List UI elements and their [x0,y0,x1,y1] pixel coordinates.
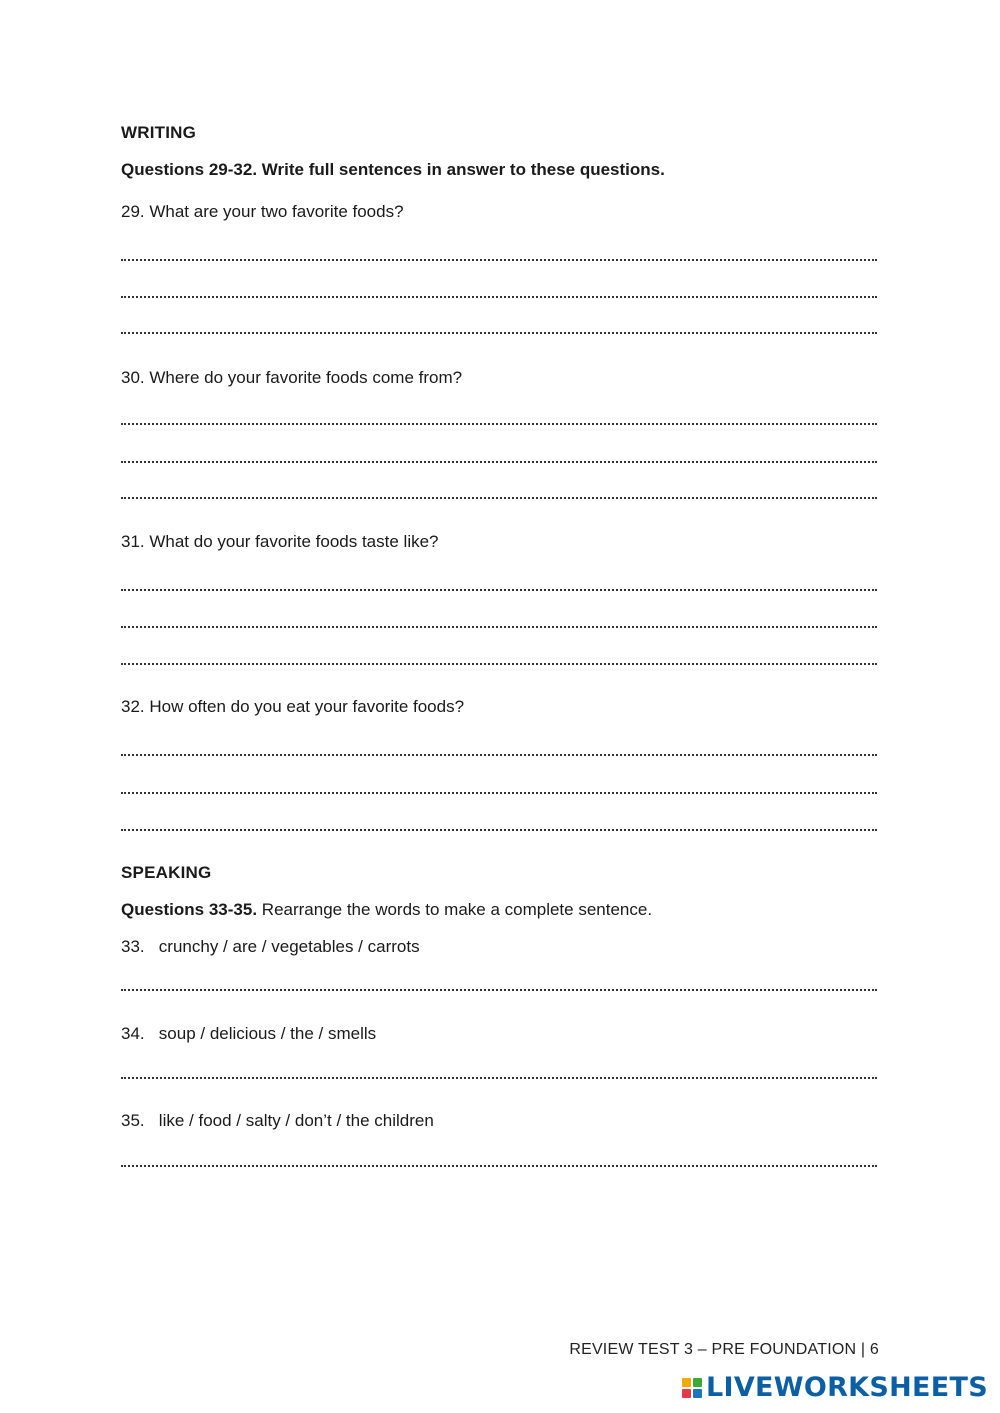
logo-mark-icon [682,1378,702,1398]
question-31: 31. What do your favorite foods taste like? [121,532,439,551]
answer-line[interactable] [121,423,877,425]
logo-text: LIVEWORKSHEETS [705,1372,988,1403]
question-30: 30. Where do your favorite foods come from? [121,368,463,387]
answer-line[interactable] [121,296,877,298]
logo-mark-cell [682,1378,691,1387]
question-32: 32. How often do you eat your favorite foods? [121,697,465,716]
answer-line[interactable] [121,989,877,991]
question-35: 35. like / food / salty / don’t / the children [121,1111,434,1130]
liveworksheets-logo [682,1372,988,1403]
question-29: 29. What are your two favorite foods? [121,202,404,221]
question-33: 33. crunchy / are / vegetables / carrots [121,937,420,956]
answer-line[interactable] [121,461,877,463]
answer-line[interactable] [121,754,877,756]
logo-mark-cell [682,1389,691,1398]
answer-line[interactable] [121,259,877,261]
answer-line[interactable] [121,332,877,334]
answer-line[interactable] [121,497,877,499]
writing-section-title: WRITING [121,123,197,142]
speaking-instruction [121,900,652,920]
speaking-section-title: SPEAKING [121,863,212,882]
answer-line[interactable] [121,626,877,628]
answer-line[interactable] [121,1165,877,1167]
answer-line[interactable] [121,663,877,665]
logo-mark-cell [693,1389,702,1398]
writing-instruction: Questions 29-32. Write full sentences in answer to these questions. [121,160,665,179]
logo-mark-cell [693,1378,702,1387]
question-34: 34. soup / delicious / the / smells [121,1024,377,1043]
answer-line[interactable] [121,829,877,831]
page-footer: REVIEW TEST 3 – PRE FOUNDATION | 6 [569,1341,879,1358]
speaking-instruction-bold: Questions 33-35. [121,900,258,919]
speaking-instruction-rest: Rearrange the words to make a complete sentence. [257,900,653,919]
answer-line[interactable] [121,1077,877,1079]
answer-line[interactable] [121,792,877,794]
answer-line[interactable] [121,589,877,591]
